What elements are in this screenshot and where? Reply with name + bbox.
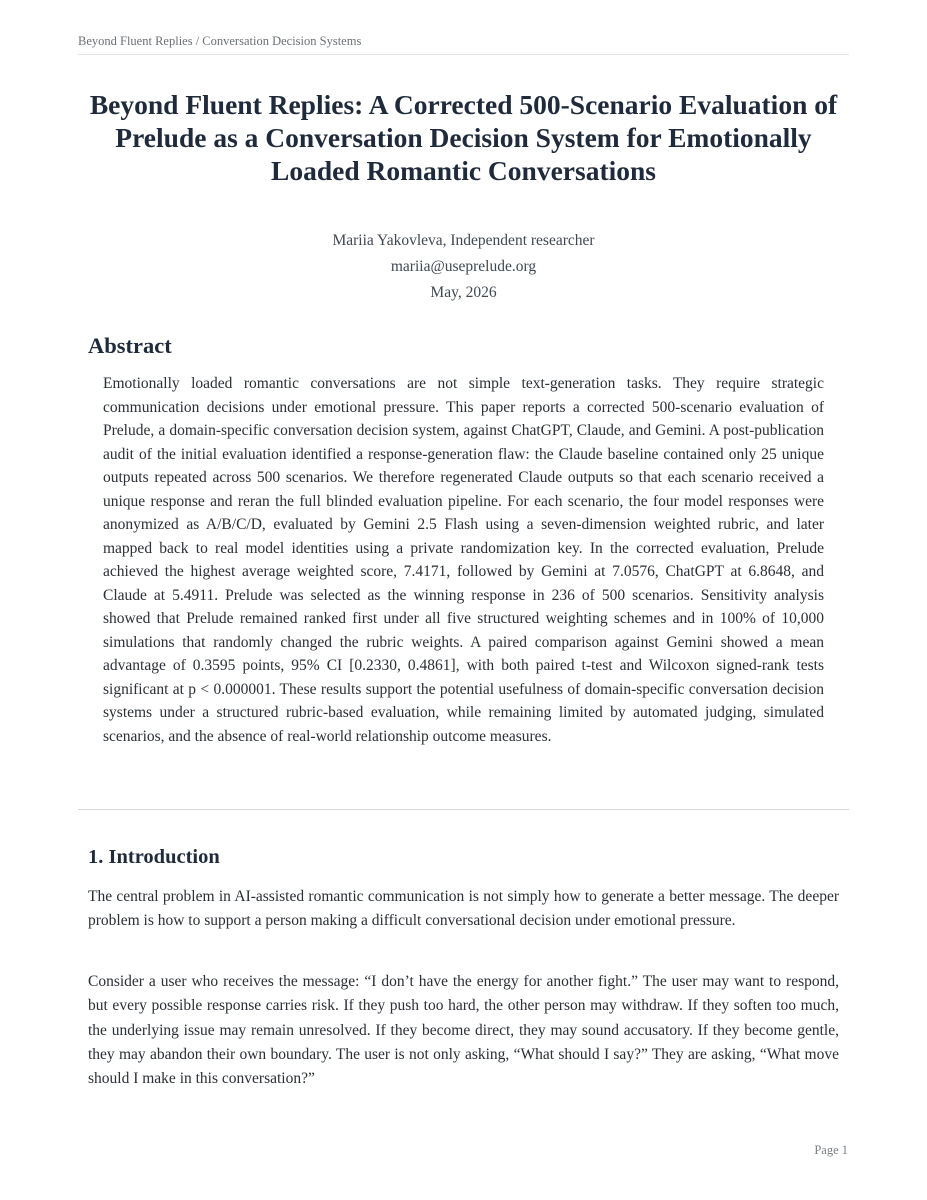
running-header: Beyond Fluent Replies / Conversation Decision Systems [78,34,849,55]
page-number: Page 1 [814,1143,848,1157]
introduction-heading: 1. Introduction [88,846,220,868]
paper-title [78,88,849,187]
author-email: mariia@useprelude.org [390,258,537,275]
abstract-text: Emotionally loaded romantic conversations are not simple text-generation tasks. They require strategic communication decisions under emotional pressure. This paper reports a corrected 500-scenario evaluation of Prelude, a domain-specific conversation decision system, against ChatGPT, Claude, and Gemini. A post-publication audit of the initial evaluation identified a response-generation flaw: the Claude baseline contained only 25 unique outputs repeated across 500 scenarios. We therefore regenerated Claude outputs so that each scenario received a unique response and reran the full blinded evaluation pipeline. For each scenario, the four model responses were anonymized as A/B/C/D, evaluated by Gemini 2.5 Flash using a seven-dimension weighted rubric, and later mapped back to real model identities using a private randomization key. In the corrected evaluation, Prelude achieved the highest average weighted score, 7.4171, followed by Gemini at 7.0576, ChatGPT at 6.8648, and Claude at 5.4911. Prelude was selected as the winning response in 236 of 500 scenarios. Sensitivity analysis showed that Prelude remained ranked first under all five structured weighting schemes and in 100% of 10,000 simulations that randomly changed the rubric weights. A paired comparison against Gemini showed a mean advantage of 0.3595 points, 95% CI [0.2330, 0.4861], with both paired t-test and Wilcoxon signed-rank tests significant at p < 0.000001. These results support the potential usefulness of domain-specific conversation decision systems under a structured rubric-based evaluation, while remaining limited by automated judging, simulated scenarios, and the absence of real-world relationship outcome measures. [103,375,824,745]
title-line-1: Beyond Fluent Replies: A Corrected 500-Scenario Evaluation of [89,89,838,120]
introduction-paragraph: Consider a user who receives the message: “I don’t have the energy for another fight.” The user may want to respond, but every possible response carries risk. If they push too hard, the other person may withdraw. If they soften too much, the underlying issue may remain unresolved. If they become direct, they may sound accusatory. If they become gentle, they may abandon their own boundary. The user is not only asking, “What should I say?” They are asking, “What move should I make in this conversation?” [88,973,839,1088]
section-divider [78,809,849,810]
abstract-heading: Abstract [88,333,172,358]
publication-date: May, 2026 [430,284,497,301]
introduction-paragraph: The central problem in AI-assisted romantic communication is not simply how to generate a better message. The deeper problem is how to support a person making a difficult conversational decision under emotional pressure. [88,888,839,930]
author-line: Mariia Yakovleva, Independent researcher [332,232,595,249]
title-line-2: Prelude as a Conversation Decision System for Emotionally Loaded Romantic Conversations [115,122,812,186]
